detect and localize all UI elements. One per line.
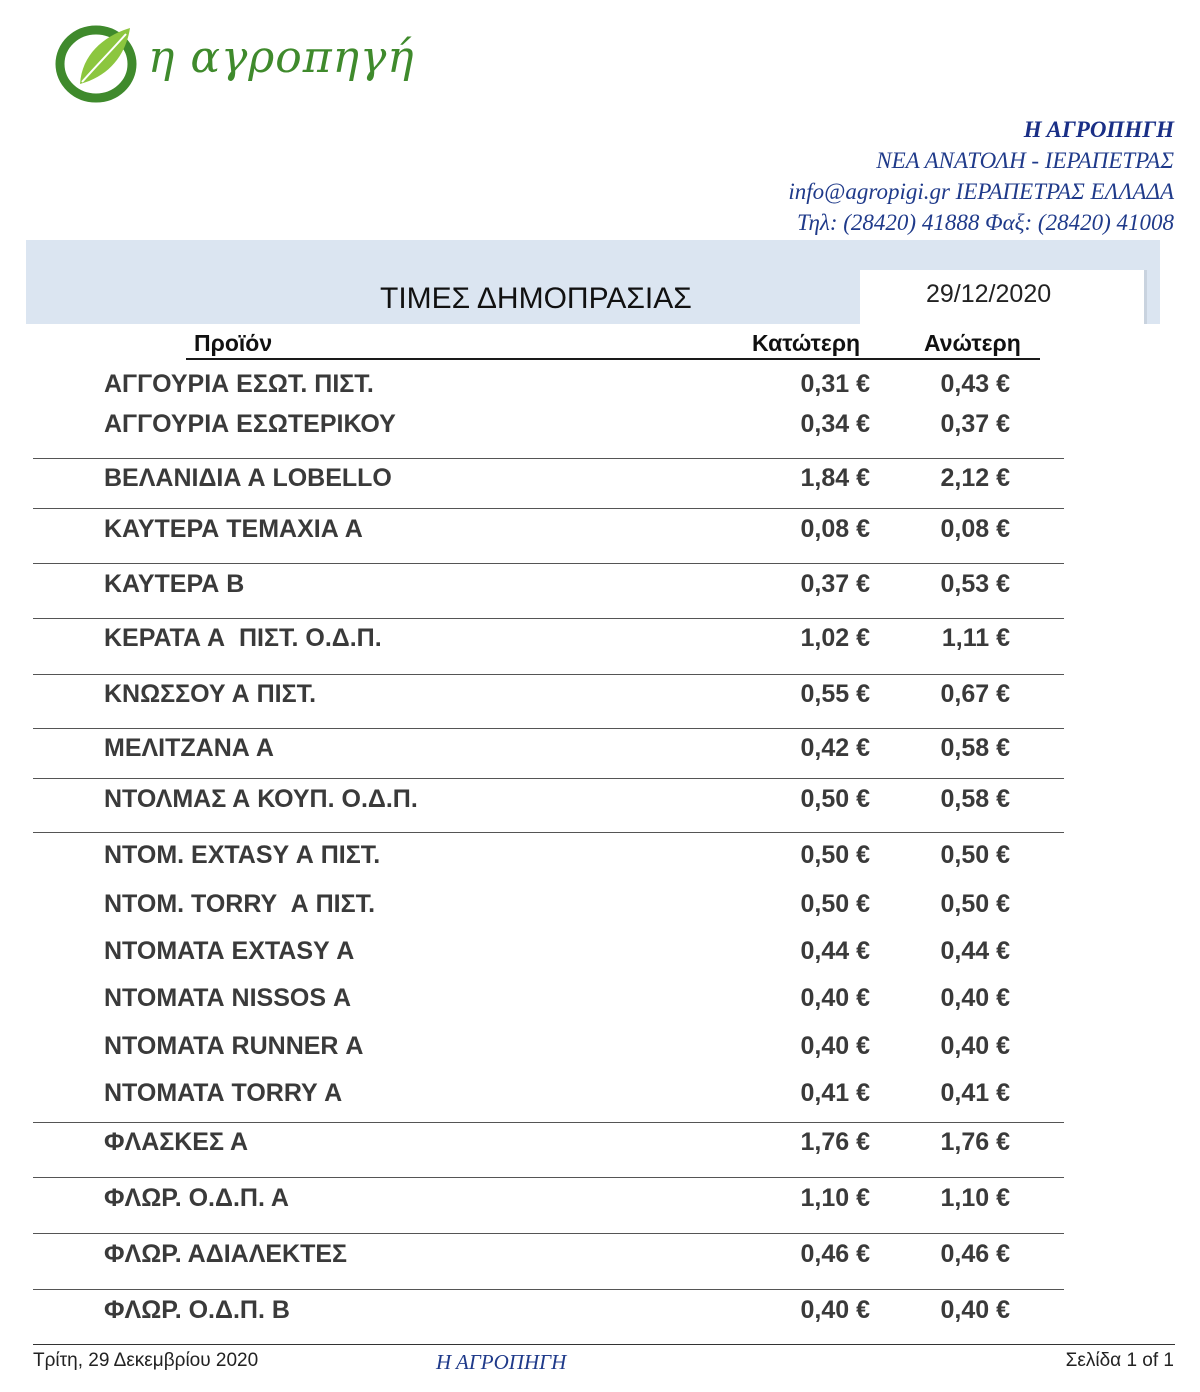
low-price: 1,76 € — [800, 1128, 870, 1156]
row-divider — [33, 832, 1064, 833]
high-price: 0,44 € — [940, 937, 1010, 965]
table-row — [0, 1236, 1200, 1276]
product-name: ΚΑΥΤΕΡΑ ΤΕΜΑΧΙΑ Α — [104, 515, 363, 543]
high-price: 0,46 € — [940, 1240, 1010, 1268]
report-title: ΤΙΜΕΣ ΔΗΜΟΠΡΑΣΙΑΣ — [380, 282, 692, 315]
table-row — [0, 406, 1200, 446]
company-email-line: info@agropigi.gr ΙΕΡΑΠΕΤΡΑΣ ΕΛΛΑΔΑ — [788, 179, 1174, 204]
column-header-low: Κατώτερη — [752, 330, 861, 356]
company-info — [788, 114, 1174, 238]
high-price: 0,58 € — [940, 785, 1010, 813]
product-name: ΚΝΩΣΣΟΥ Α ΠΙΣΤ. — [104, 680, 317, 708]
product-name: ΝΤΟΜΑΤΑ TORRY Α — [104, 1079, 343, 1107]
low-price: 0,42 € — [800, 734, 870, 762]
product-name: ΝΤΟΜΑΤΑ RUNNER Α — [104, 1032, 364, 1060]
table-row — [0, 980, 1200, 1020]
high-price: 0,40 € — [940, 1032, 1010, 1060]
product-name: ΚΑΥΤΕΡΑ Β — [104, 570, 245, 598]
table-row — [0, 933, 1200, 973]
low-price: 0,31 € — [800, 370, 870, 398]
table-row — [0, 1292, 1200, 1332]
low-price: 0,44 € — [800, 937, 870, 965]
high-price: 2,12 € — [940, 464, 1010, 492]
table-row — [0, 620, 1200, 660]
row-divider — [33, 1177, 1064, 1178]
high-price: 0,40 € — [940, 1296, 1010, 1324]
row-divider — [33, 1122, 1064, 1123]
low-price: 0,37 € — [800, 570, 870, 598]
product-name: ΑΓΓΟΥΡΙΑ ΕΣΩΤ. ΠΙΣΤ. — [104, 370, 374, 398]
row-divider — [33, 1289, 1064, 1290]
header-underline — [186, 358, 1040, 360]
footer-company: Η ΑΓΡΟΠΗΓΗ — [436, 1350, 567, 1374]
product-name: ΜΕΛΙΤΖΑΝΑ Α — [104, 734, 274, 762]
product-name: ΦΛΩΡ. Ο.Δ.Π. Α — [104, 1184, 289, 1212]
high-price: 1,10 € — [940, 1184, 1010, 1212]
product-name: ΝΤΟΜ. EXTASY Α ΠΙΣΤ. — [104, 841, 381, 869]
product-name: ΦΛΩΡ. Ο.Δ.Π. Β — [104, 1296, 290, 1324]
company-name: Η ΑΓΡΟΠΗΓΗ — [1023, 117, 1174, 142]
low-price: 1,10 € — [800, 1184, 870, 1212]
row-divider — [33, 563, 1064, 564]
high-price: 0,40 € — [940, 984, 1010, 1012]
product-name: ΝΤΟΜΑΤΑ NISSOS Α — [104, 984, 352, 1012]
column-header-product: Προϊόν — [194, 330, 273, 356]
product-name: ΝΤΟΛΜΑΣ Α ΚΟΥΠ. Ο.Δ.Π. — [104, 785, 418, 813]
table-row — [0, 460, 1200, 500]
product-name: ΝΤΟΜΑΤΑ EXTASY Α — [104, 937, 355, 965]
row-divider — [33, 728, 1064, 729]
company-phone-line: Τηλ: (28420) 41888 Φαξ: (28420) 41008 — [796, 210, 1174, 235]
low-price: 1,84 € — [800, 464, 870, 492]
product-name: ΝΤΟΜ. TORRY Α ΠΙΣΤ. — [104, 890, 376, 918]
high-price: 0,58 € — [940, 734, 1010, 762]
report-date-box — [860, 270, 1147, 324]
low-price: 0,46 € — [800, 1240, 870, 1268]
high-price: 0,67 € — [940, 680, 1010, 708]
low-price: 0,40 € — [800, 1296, 870, 1324]
high-price: 0,50 € — [940, 841, 1010, 869]
product-name: ΦΛΑΣΚΕΣ Α — [104, 1128, 249, 1156]
product-name: ΦΛΩΡ. ΑΔΙΑΛΕΚΤΕΣ — [104, 1240, 348, 1268]
high-price: 0,50 € — [940, 890, 1010, 918]
row-divider — [33, 458, 1064, 459]
table-row — [0, 1180, 1200, 1220]
table-row — [0, 1075, 1200, 1115]
company-logo — [52, 14, 415, 114]
table-row — [0, 781, 1200, 821]
low-price: 0,08 € — [800, 515, 870, 543]
low-price: 0,50 € — [800, 785, 870, 813]
table-row — [0, 837, 1200, 877]
high-price: 0,37 € — [940, 410, 1010, 438]
low-price: 0,55 € — [800, 680, 870, 708]
footer-rule — [33, 1344, 1175, 1345]
high-price: 0,53 € — [940, 570, 1010, 598]
footer-page-number: Σελίδα 1 of 1 — [1065, 1350, 1174, 1371]
report-date: 29/12/2020 — [926, 280, 1052, 308]
low-price: 1,02 € — [800, 624, 870, 652]
low-price: 0,40 € — [800, 984, 870, 1012]
table-row — [0, 1124, 1200, 1164]
low-price: 0,41 € — [800, 1079, 870, 1107]
low-price: 0,34 € — [800, 410, 870, 438]
row-divider — [33, 674, 1064, 675]
high-price: 1,76 € — [940, 1128, 1010, 1156]
table-row — [0, 511, 1200, 551]
leaf-logo-icon — [52, 14, 148, 110]
low-price: 0,50 € — [800, 890, 870, 918]
row-divider — [33, 1233, 1064, 1234]
logo-text: η αγροπηγή — [148, 32, 415, 83]
table-row — [0, 366, 1200, 406]
high-price: 0,08 € — [940, 515, 1010, 543]
high-price: 0,43 € — [940, 370, 1010, 398]
row-divider — [33, 618, 1064, 619]
product-name: ΚΕΡΑΤΑ Α ΠΙΣΤ. Ο.Δ.Π. — [104, 624, 382, 652]
table-row — [0, 730, 1200, 770]
low-price: 0,40 € — [800, 1032, 870, 1060]
row-divider — [33, 508, 1064, 509]
row-divider — [33, 778, 1064, 779]
company-address: ΝΕΑ ΑΝΑΤΟΛΗ - ΙΕΡΑΠΕΤΡΑΣ — [876, 148, 1174, 173]
high-price: 1,11 € — [941, 624, 1010, 652]
table-row — [0, 886, 1200, 926]
column-header-high: Ανώτερη — [924, 330, 1021, 356]
footer-date: Τρίτη, 29 Δεκεμβρίου 2020 — [33, 1350, 259, 1371]
product-name: ΑΓΓΟΥΡΙΑ ΕΣΩΤΕΡΙΚΟΥ — [104, 410, 396, 438]
high-price: 0,41 € — [940, 1079, 1010, 1107]
table-row — [0, 676, 1200, 716]
table-row — [0, 1028, 1200, 1068]
product-name: ΒΕΛΑΝΙΔΙΑ Α LOBELLO — [104, 464, 392, 492]
low-price: 0,50 € — [800, 841, 870, 869]
table-row — [0, 566, 1200, 606]
